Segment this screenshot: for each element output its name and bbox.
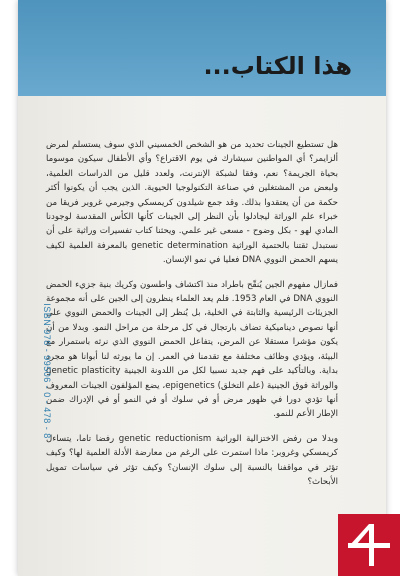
logo-mark-icon	[338, 514, 400, 576]
title-banner	[18, 0, 386, 96]
isbn-label	[40, 296, 54, 446]
blurb-text	[46, 138, 338, 499]
book-back-cover	[18, 0, 386, 576]
blurb-paragraph-3: وبدلا من رفض الاختزالية الوراثية genetic reductionism رفضا تاما، يتساءل كريمسكي وغروبر: ماذا استمرت على الرغم من معارضة الأدلة العلمية لها؟ وكيف تؤثر في مواقفنا بالنسبة إلى سلوك الإنسان؟ وكيف تؤثر في سياسات تمويل الأبحاث؟	[46, 433, 338, 487]
isbn-text: ISBN 978 - 99506 - 0 - 478 - 8	[42, 303, 52, 439]
blurb-paragraph-1: هل تستطيع الجينات تحديد من هو الشخص الخمسيني الذي سوف يستسلم لمرض ألزايمر؟ أي المواطنين سيشارك في يوم الاقتراع؟ وأي الأطفال سيكون موسوما بحياة الجريمة؟ نعم، وفقا لشبكة الإنترنت، ولعدد قليل من الدراسات العلمية، ولبعض من المشتغلين في صناعة التكنولوجيا الحيوية. الذين يجب أن يكونوا أكثر حكمة من أن يعتقدوا بذلك. وقد جمع شيلدون كريمسكي وجيرمي غروبر فريقا من خبراء علم الوراثة ليجادلوا بأن النظر إلى الجينات كأنها الكأس المقدسة لوجودنا المادي لهو - بكل وضوح - مسعى غير علمي. ويحثنا كتاب تفسيرات وراثية على أن نستبدل ثقتنا بالحتمية الوراثية genetic determination بالمعرفة العلمية لكيف يسهم الحمض النووي DNA فعليا في نمو الإنسان.	[46, 140, 338, 266]
blurb-paragraph-2: فمازال مفهوم الجين يُنقّح باطراد منذ اكتشاف واطسون وكريك بنية جزيء الحمض النووي DNA في العام 1953. فلم يعد العلماء ينظرون إلى الجين على أنه مجموعة الجزيئات الرئيسية والثابتة في الخلية، بل يُنظر إلى الجينات والحمض النووي على أنها نصوص ديناميكية تضاف بارتجال في كل مرحلة من مراحل النمو. وبدلا من أن يكون مؤشرا مستقلا عن المرض، يتفاعل الحمض النووي الذي نرثه باستمرار مع البيئة، ويؤدي وظائف مختلفة مع تقدمنا في العمر. إن ما يورثه لنا أبوانا هو مجرد بداية. وبالتأكيد على فهم جديد نسبيا لكل من اللدونة الجينية genetic plasticity والوراثة فوق الجينية (علم التخلق) epigenetics، يضع المؤلفون الجينات المعروف أنها تؤدي دورا في ظهور مرض أو في سلوك أو في النمو أو في الإدراك ضمن الإطار الأعم للنمو.	[46, 279, 339, 420]
publisher-logo-icon	[338, 514, 400, 576]
cover-title: هذا الكتاب...	[203, 52, 352, 80]
